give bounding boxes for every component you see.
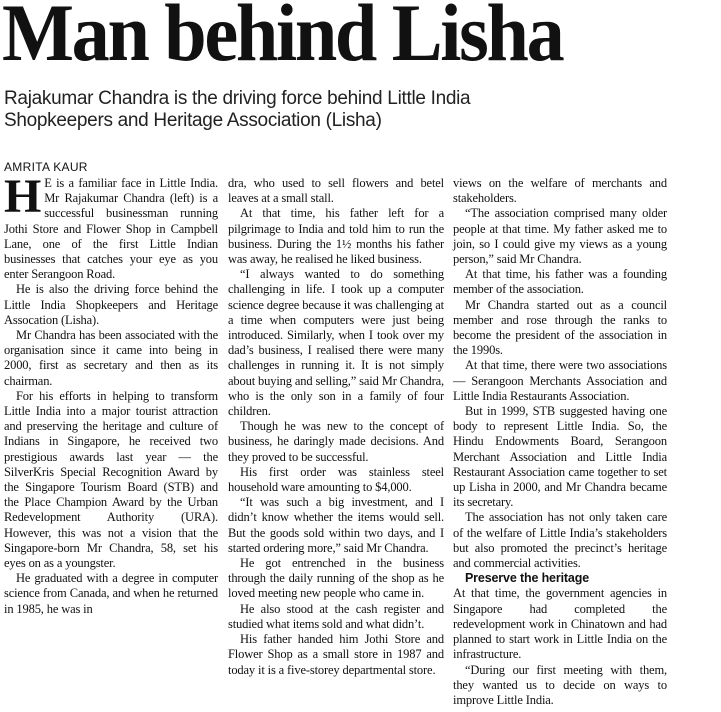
paragraph: At that time, the government agencies in Singapore had completed the redevelopment work in Chinatown and had planned to start work in Little India on the infrastructure. xyxy=(453,586,667,662)
paragraph: Though he was new to the concept of business, he daringly made decisions. And they proved to be successful. xyxy=(228,419,444,464)
paragraph: “The association comprised many older people at that time. My father asked me to join, so I could give my views as a young person,” said Mr Chandra. xyxy=(453,206,667,267)
deck: Rajakumar Chandra is the driving force behind Little India Shopkeepers and Heritage Association (Lisha) xyxy=(4,88,471,131)
paragraph: His father handed him Jothi Store and Flower Shop as a small store in 1987 and today it is a five-storey departmental store. xyxy=(228,632,444,677)
column-3 xyxy=(453,176,667,708)
paragraph: He is also the driving force behind the Little India Shopkeepers and Heritage Assocation (Lisha). xyxy=(4,282,218,327)
subheading: Preserve the heritage xyxy=(465,571,589,586)
paragraph: He graduated with a degree in computer science from Canada, and when he returned in 1985, he was in xyxy=(4,571,218,616)
paragraph: “I always wanted to do something challenging in life. I took up a computer science degree because it was challenging at a time when computers were just being introduced. Similarly, when I took over my dad’s business, I realised there were many challenges in running it. It is not simply about buying and selling,” said Mr Chandra, who is the only son in a family of four children. xyxy=(228,267,444,419)
paragraph: “During our first meeting with them, they wanted us to decide on ways to improve Little India. xyxy=(453,662,667,707)
drop-cap: H xyxy=(4,170,42,223)
column-2 xyxy=(228,176,444,678)
paragraph: He got entrenched in the business through the daily running of the shop as he loved meeting new people who came in. xyxy=(228,556,444,601)
paragraph: “It was such a big investment, and I didn’t know whether the items would sell. But the goods sold within two days, and I started ordering more,” said Mr Chandra. xyxy=(228,495,444,555)
paragraph: His first order was stainless steel household ware amounting to $4,000. xyxy=(228,464,444,495)
paragraph: views on the welfare of merchants and stakeholders. xyxy=(453,176,667,206)
paragraph: At that time, his father was a founding member of the association. xyxy=(453,267,667,297)
paragraph: But in 1999, STB suggested having one body to represent Little India. So, the Hindu Endowments Board, Serangoon Merchant Association and Little India Restaurant Association came together to set up Lisha in 2000, and Mr Chandra became its secretary. xyxy=(453,404,667,510)
headline: Man behind Lisha xyxy=(2,0,563,78)
paragraph: Mr Chandra started out as a council member and rose through the ranks to become the president of the association in the 1990s. xyxy=(453,297,667,358)
paragraph: dra, who used to sell flowers and betel leaves at a small stall. xyxy=(228,176,444,206)
paragraph: The association has not only taken care of the welfare of Little India’s stakeholders but also promoted the precinct’s heritage and commercial activities. xyxy=(453,510,667,571)
paragraph: At that time, his father left for a pilgrimage to India and told him to run the business. During the 1½ months his father was away, he realised he liked business. xyxy=(228,206,444,267)
paragraph: Mr Chandra has been associated with the organisation since it came into being in 2000, first as secretary and then as its chairman. xyxy=(4,328,218,388)
paragraph: He also stood at the cash register and studied what items sold and what didn’t. xyxy=(228,601,444,631)
byline: AMRITA KAUR xyxy=(4,160,88,174)
paragraph: For his efforts in helping to transform Little India into a major tourist attraction and preserving the heritage and culture of Indians in Singapore, he received two prestigious awards last year — the SilverKris Special Recognition Award by the Singapore Tourism Board (STB) and the Place Champion Award by the Urban Redevelopment Authority (URA). However, this was not a vision that the Singapore-born Mr Chandra, 58, set his eyes on as a youngster. xyxy=(4,388,218,571)
paragraph: At that time, there were two associations — Serangoon Merchants Association and Little India Restaurants Association. xyxy=(453,358,667,403)
column-1 xyxy=(4,170,218,617)
paragraph: H E is a familiar face in Little India. Mr Rajakumar Chandra (left) is a successful businessman running Jothi Store and Flower Shop in Campbell Lane, one of the first Little Indian businesses that catches your eye as you enter Serangoon Road. xyxy=(4,170,218,282)
